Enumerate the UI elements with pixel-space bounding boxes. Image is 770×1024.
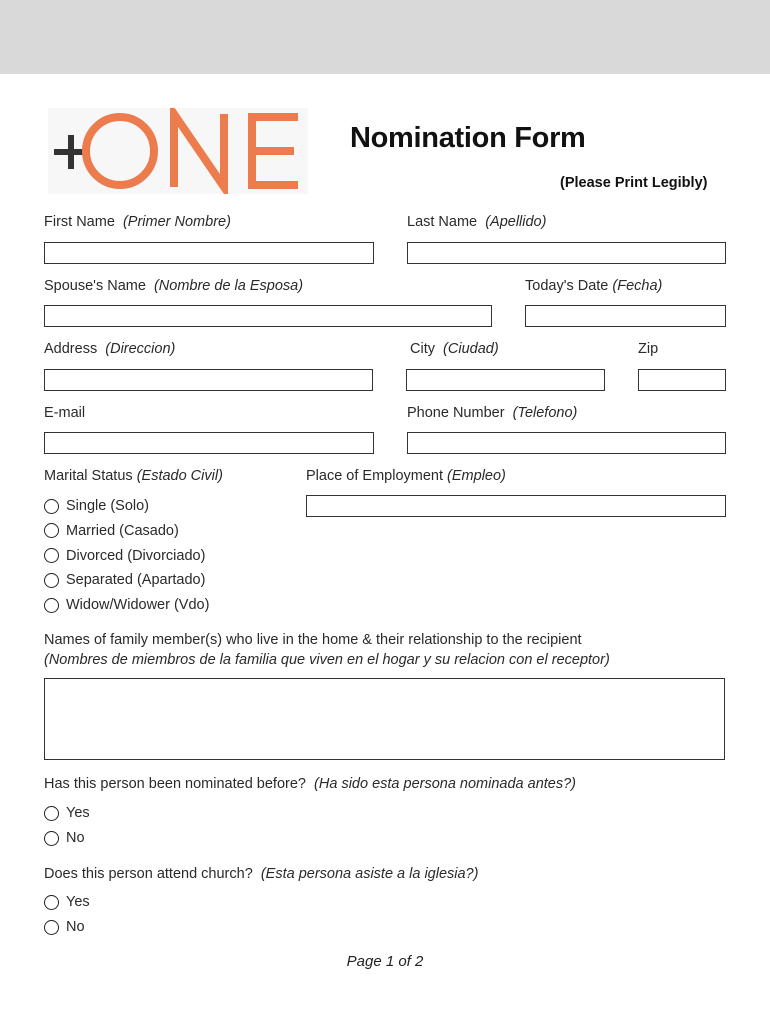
spouse-name-label: Spouse's Name (Nombre de la Esposa)	[44, 278, 304, 294]
radio-option-church-yes[interactable]: Yes	[44, 892, 90, 912]
radio-option-nominated-no[interactable]: No	[44, 828, 90, 848]
family-members-label: Names of family member(s) who live in the home & their relationship to the recipient	[44, 632, 582, 648]
radio-circle-icon[interactable]	[44, 499, 59, 514]
top-gray-bar	[0, 0, 770, 74]
family-members-label-es: (Nombres de miembros de la familia que viven en el hogar y su relacion con el receptor)	[44, 652, 610, 668]
address-label: Address (Direccion)	[44, 341, 176, 357]
radio-circle-icon[interactable]	[44, 523, 59, 538]
nominated-before-label: Has this person been nominated before? (Ha sido esta persona nominada antes?)	[44, 776, 577, 792]
zip-label: Zip	[638, 341, 659, 357]
radio-option-widow[interactable]: Widow/Widower (Vdo)	[44, 595, 209, 615]
radio-circle-icon[interactable]	[44, 598, 59, 613]
marital-status-options	[44, 496, 209, 615]
radio-option-married[interactable]: Married (Casado)	[44, 521, 209, 541]
radio-option-church-no[interactable]: No	[44, 917, 90, 937]
form-subtitle: (Please Print Legibly)	[560, 175, 708, 191]
phone-label: Phone Number (Telefono)	[407, 405, 578, 421]
address-field[interactable]	[44, 369, 373, 391]
plus-one-logo	[48, 108, 308, 194]
radio-option-divorced[interactable]: Divorced (Divorciado)	[44, 546, 209, 566]
radio-circle-icon[interactable]	[44, 806, 59, 821]
radio-circle-icon[interactable]	[44, 895, 59, 910]
radio-option-nominated-yes[interactable]: Yes	[44, 803, 90, 823]
employment-label: Place of Employment (Empleo)	[306, 468, 506, 484]
nominated-before-options	[44, 803, 90, 848]
first-name-label: First Name (Primer Nombre)	[44, 214, 231, 230]
family-members-textarea[interactable]	[44, 678, 725, 760]
first-name-field[interactable]	[44, 242, 374, 264]
radio-option-separated[interactable]: Separated (Apartado)	[44, 570, 209, 590]
city-label: City (Ciudad)	[410, 341, 499, 357]
todays-date-label: Today's Date (Fecha)	[525, 278, 663, 294]
last-name-field[interactable]	[407, 242, 726, 264]
email-label: E-mail	[44, 405, 86, 421]
last-name-label: Last Name (Apellido)	[407, 214, 547, 230]
radio-circle-icon[interactable]	[44, 573, 59, 588]
radio-circle-icon[interactable]	[44, 548, 59, 563]
email-field[interactable]	[44, 432, 374, 454]
radio-option-single[interactable]: Single (Solo)	[44, 496, 209, 516]
zip-field[interactable]	[638, 369, 726, 391]
attends-church-label: Does this person attend church? (Esta persona asiste a la iglesia?)	[44, 866, 479, 882]
radio-circle-icon[interactable]	[44, 920, 59, 935]
attends-church-options	[44, 892, 90, 937]
spouse-name-field[interactable]	[44, 305, 492, 327]
phone-field[interactable]	[407, 432, 726, 454]
form-title: Nomination Form	[350, 122, 586, 154]
employment-field[interactable]	[306, 495, 726, 517]
city-field[interactable]	[406, 369, 605, 391]
marital-status-label: Marital Status (Estado Civil)	[44, 468, 223, 484]
radio-circle-icon[interactable]	[44, 831, 59, 846]
page-number: Page 1 of 2	[346, 953, 424, 970]
todays-date-field[interactable]	[525, 305, 726, 327]
